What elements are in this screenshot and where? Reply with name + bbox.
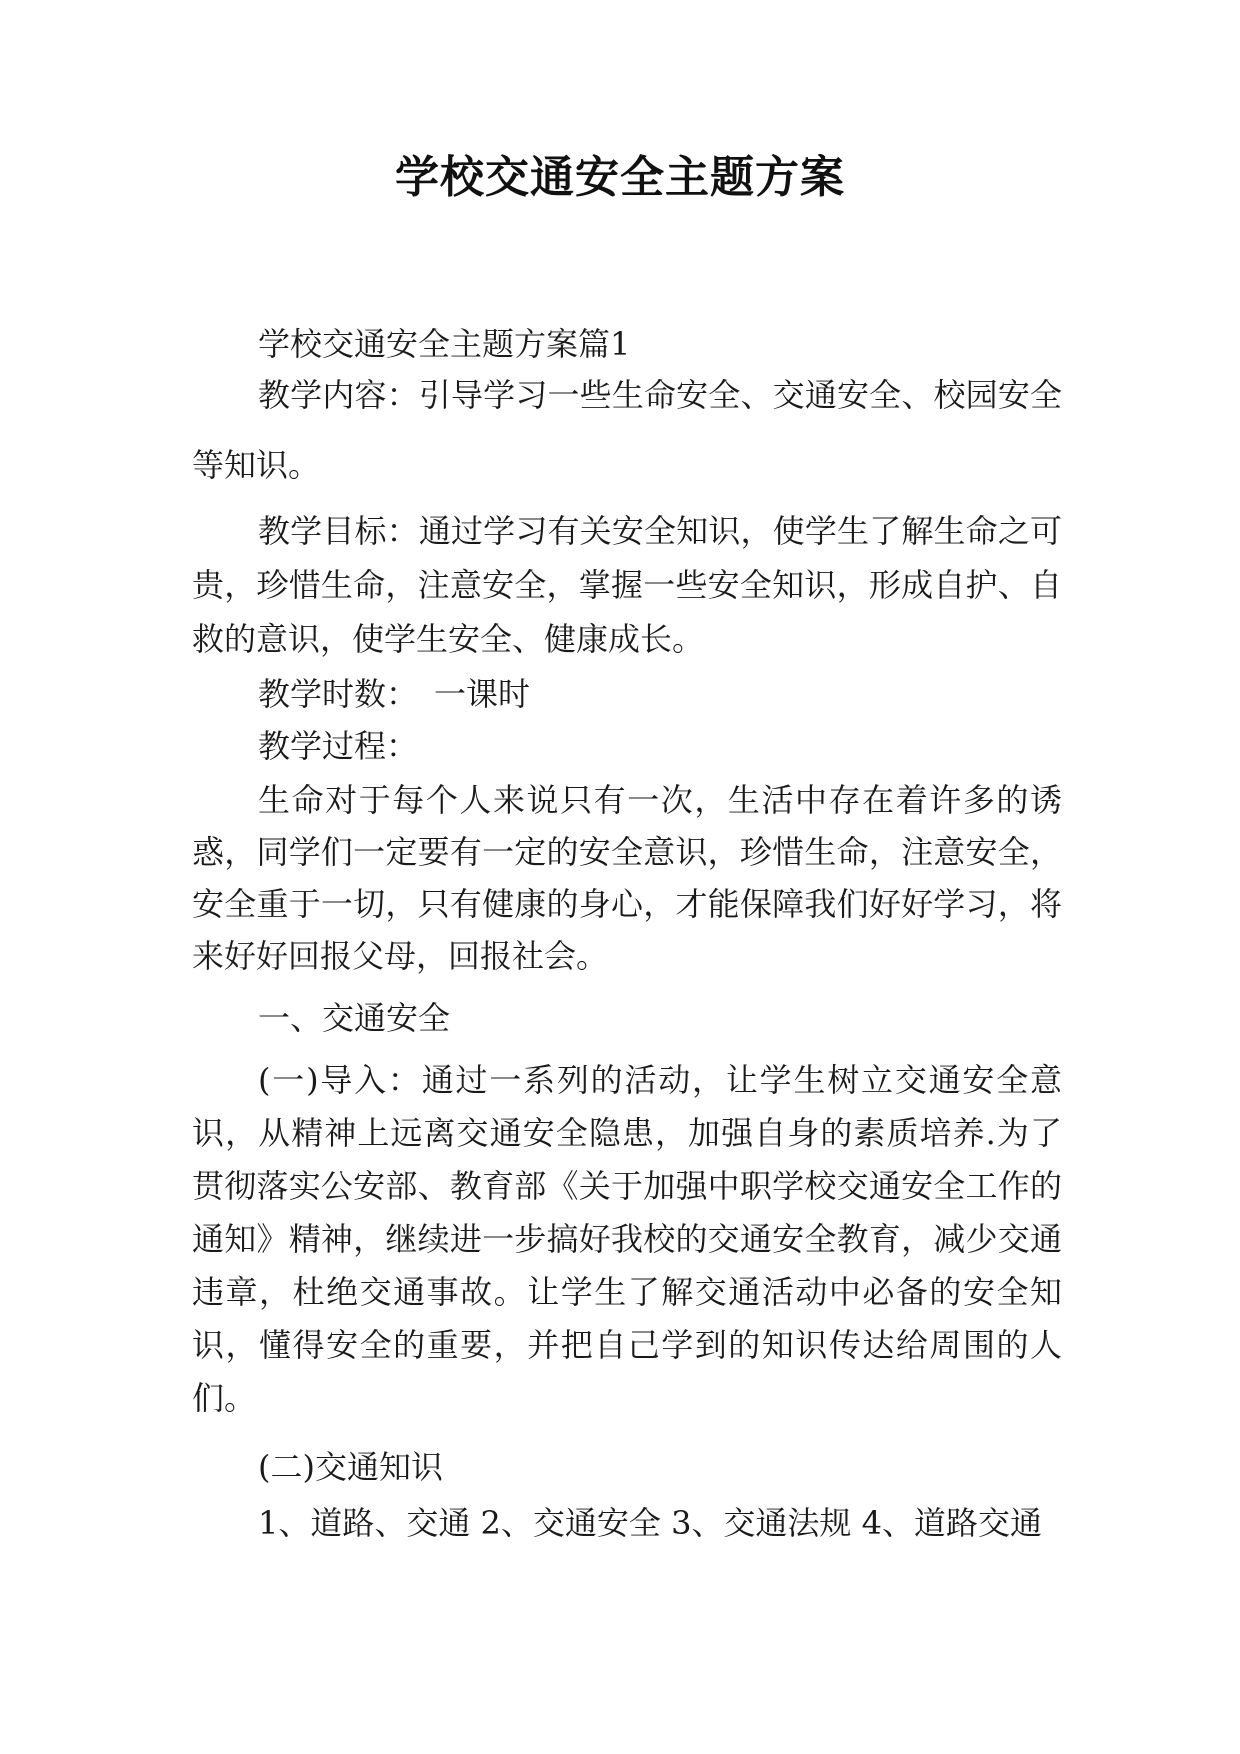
subsection-heading-traffic-knowledge: (二)交通知识 — [258, 1448, 443, 1486]
paragraph-traffic-knowledge-list: 1、道路、交通 2、交通安全 3、交通法规 4、道路交通 — [258, 1504, 1042, 1542]
section-heading-traffic-safety: 一、交通安全 — [258, 999, 451, 1037]
paragraph-life-safety: 生命对于每个人来说只有一次，生活中存在着许多的诱惑，同学们一定要有一定的安全意识，珍惜生命，注意安全，安全重于一切，只有健康的身心，才能保障我们好好学习，将来好好回报父母，回报社会。 — [192, 781, 1062, 975]
paragraph-teaching-goal: 教学目标：通过学习有关安全知识，使学生了解生命之可贵，珍惜生命，注意安全，掌握一些安全知识，形成自护、自救的意识，使学生安全、健康成长。 — [192, 512, 1062, 658]
document-title: 学校交通安全主题方案 — [395, 152, 845, 203]
document-body — [192, 320, 1062, 1543]
paragraph-heading: 学校交通安全主题方案篇1 — [258, 325, 631, 363]
paragraph-teaching-hours: 教学时数： 一课时 — [258, 675, 531, 713]
paragraph-introduction: (一)导入：通过一系列的活动，让学生树立交通安全意识，从精神上远离交通安全隐患，加强自身的素质培养.为了贯彻落实公安部、教育部《关于加强中职学校交通安全工作的通知》精神，继续进一步搞好我校的交通安全教育，减少交通违章，杜绝交通事故。让学生了解交通活动中必备的安全知识，懂得安全的重要，并把自己学到的知识传达给周围的人们。 — [192, 1061, 1062, 1417]
paragraph-teaching-content: 教学内容：引导学习一些生命安全、交通安全、校园安全等知识。 — [192, 376, 1062, 484]
paragraph-teaching-process: 教学过程： — [258, 727, 419, 765]
